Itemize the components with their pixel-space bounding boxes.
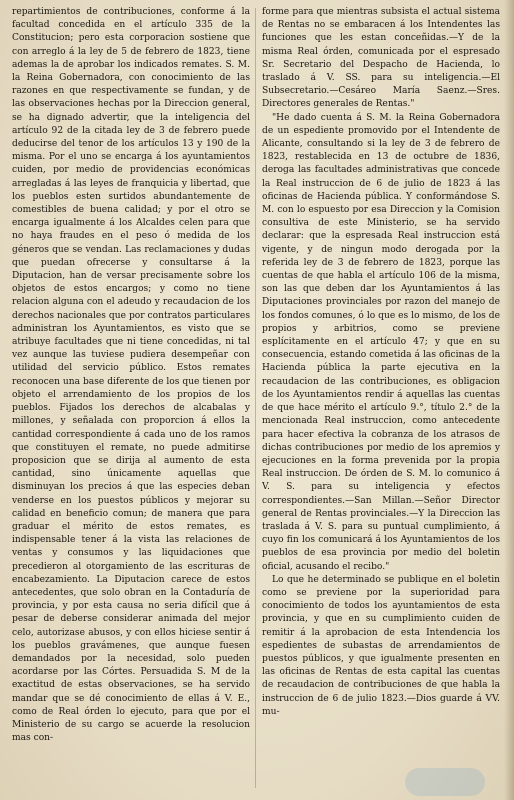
right-text-column (262, 6, 500, 719)
right-paragraph-2: "He dado cuenta á S. M. la Reina Gobernadora de un espediente promovido por el Intendente de Alicante, consultando si la ley de 3 de febrero de 1823, restablecida en 13 de octubre de 1836, deroga las facultades administrativas que concede la Real instruccion de 6 de julio de 1823 á las oficinas de Hacienda pública. Y conformándose S. M. con lo espuesto por esa Direccion y la Comision consultiva de este Ministerio, se ha servido declarar: que la espresada Real instruccion está vigente, y de ningun modo derogada por la referida ley de 3 de febrero de 1823, porque las cuentas de que habla el artículo 106 de la misma, son las que deben dar los Ayuntamientos á las Diputaciones provinciales por razon del manejo de los fondos comunes, ó lo que es lo mismo, de los de propios y arbitrios, como se previene esplícitamente en el artículo 47; y que en su consecuencia, estando cometida á las oficinas de la Hacienda pública la parte ejecutiva en la recaudacion de las contribuciones, es obligacion de los Ayuntamientos rendir á aquellas las cuentas de que hace mérito el artículo 9.°, título 2.° de la mencionada Real instruccion, como antecedente para hacer efectiva la cobranza de los atrasos de dichas contribuciones por medio de los apremios y ejecuciones en la forma prevenida por la propia Real instruccion. De órden de S. M. lo comunico á V. S. para su inteligencia y efectos correspondientes.—San Millan.—Señor Director general de Rentas provinciales.—Y la Direccion las traslada á V. S. para su puntual cumplimiento, á cuyo fin los comunicará á los Ayuntamientos de los pueblos de esa provincia por medio del boletin oficial, acusando el recibo." (262, 112, 500, 572)
left-text-column (12, 6, 250, 745)
column-divider (255, 8, 256, 788)
page-edge-shadow (504, 0, 514, 800)
left-paragraph-1: repartimientos de contribuciones, conforme á la facultad concedida en el artículo 335 de la Constitucion; pero esta corporacion sostiene que con arreglo á la ley de 5 de febrero de 1823, tiene ademas la de aprobar los indicados remates. S. M. la Reina Gobernadora, con conocimiento de las razones en que respectivamente se fundan, y de las observaciones hechas por la Direccion general, se ha dignado advertir, que la inteligencia del artículo 92 de la citada ley de 3 de febrero puede deducirse del tenor de los artículos 13 y 190 de la misma. Por el uno se encarga á los ayuntamientos cuiden, por medio de providencias económicas arregladas á las leyes de franquicia y libertad, que los pueblos esten surtidos abundantemente de comestibles de buena calidad; y por el otro se encarga igualmente á los Alcaldes celen para que no haya fraudes en el peso ó medida de los géneros que se vendan. Las reclamaciones y dudas que puedan ofrecerse y consultarse á la Diputacion, han de versar precisamente sobre los objetos de estos encargos; y como no tiene relacion alguna con el adeudo y recaudacion de los derechos nacionales que por contratos particulares administran los Ayuntamientos, es visto que se atribuye facultades que ni tiene concedidas, ni tal vez aunque las tuviese pudiera desempeñar con utilidad del servicio público. Estos remates reconocen una base diferente de los que tienen por objeto el arrendamiento de los propios de los pueblos. Fijados los derechos de alcabalas y millones, y señalada con proporcion á ellos la cantidad correspondiente á cada uno de los ramos que constituyen el remate, no puede admitirse proposicion que se dirija al aumento de esta cantidad, sino únicamente aquellas que disminuyan los precios á que las especies deban venderse en los puestos públicos y mejorar su calidad en beneficio comun; de manera que para graduar el mérito de estos remates, es indispensable tener á la vista las relaciones de ventas y consumos y las liquidaciones que precedieron al otorgamiento de las escrituras de encabezamiento. La Diputacion carece de estos antecedentes, que solo obran en la Contaduría de provincia, y por esta causa no seria difícil que á pesar de deberse considerar animada del mejor celo, autorizase abusos, y con ellos hiciese sentir á los pueblos gravámenes, que aunque fuesen demandados por la necesidad, solo pueden acordarse por las Córtes. Persuadida S. M de la exactitud de estas observaciones, se ha servido mandar que se dé conocimiento de ellas á V. E., como de Real órden lo ejecuto, para que por el Ministerio de su cargo se acuerde la resolucion mas con- (12, 7, 250, 744)
library-watermark (405, 768, 485, 796)
right-paragraph-3: Lo que he determinado se publique en el boletin como se previene por la superioridad para conocimiento de todos los ayuntamientos de esta provincia, y que en su cumplimiento cuiden de remitir á la aprobacion de esta Intendencia los espedientes de subastas de arrendamientos de puestos públicos, y que igualmente presenten en las oficinas de Rentas de esta capital las cuentas de recaudacion de contribuciones de que habla la instruccion de 6 de julio 1823.—Dios guarde á VV. mu- (262, 574, 500, 717)
right-paragraph-1: forme para que mientras subsista el actual sistema de Rentas no se embaracen á los Intendentes las funciones que les estan conceñidas.—Y de la misma Real órden, comunicada por el espresado Sr. Secretario del Despacho de Hacienda, lo traslado á V. SS. para su inteligencia.—El Subsecretario.—Cesáreo María Saenz.—Sres. Directores generales de Rentas." (262, 7, 500, 110)
